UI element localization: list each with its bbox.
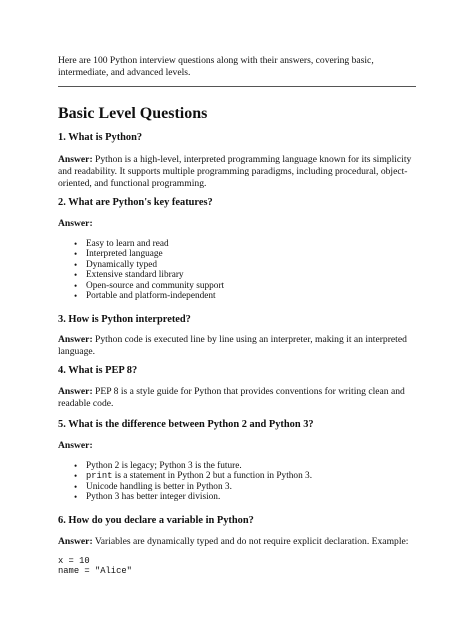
question-1-title: 1. What is Python? <box>58 132 143 143</box>
list-item: • Easy to learn and read <box>74 239 224 249</box>
list-item: • Open-source and community support <box>74 281 224 291</box>
question-4-title: 4. What is PEP 8? <box>58 365 138 376</box>
list-item-text: is a statement in Python 2 but a function in Python 3. <box>114 471 313 482</box>
answer-label: Answer: <box>58 218 93 229</box>
question-3-answer <box>58 334 418 358</box>
question-6-title: 6. How do you declare a variable in Python? <box>58 515 254 526</box>
question-5-answer-label <box>58 440 418 452</box>
question-4-answer <box>58 386 418 410</box>
horizontal-rule <box>58 86 416 87</box>
question-5-title: 5. What is the difference between Python 2 and Python 3? <box>58 419 314 430</box>
list-item: • Dynamically typed <box>74 260 224 270</box>
question-1-answer <box>58 154 418 189</box>
list-item: • Python 2 is legacy; Python 3 is the future. <box>74 461 312 471</box>
answer-label: Answer: <box>58 154 93 165</box>
python-versions-list <box>74 461 312 503</box>
answer-label: Answer: <box>58 440 93 451</box>
list-item: • Unicode handling is better in Python 3. <box>74 482 312 492</box>
answer-label: Answer: <box>58 334 93 345</box>
intro-paragraph: Here are 100 Python interview questions along with their answers, covering basic, intermediate, and advanced levels. <box>58 55 374 78</box>
answer-text: Variables are dynamically typed and do not require explicit declaration. Example: <box>94 536 409 547</box>
question-3-title: 3. How is Python interpreted? <box>58 314 191 325</box>
list-item: • Python 3 has better integer division. <box>74 492 312 502</box>
answer-label: Answer: <box>58 386 93 397</box>
question-2-title: 2. What are Python's key features? <box>58 197 213 208</box>
list-item: • Portable and platform-independent <box>74 291 224 301</box>
list-item <box>74 471 312 481</box>
inline-code: print <box>86 471 113 482</box>
answer-text: Python is a high-level, interpreted programming language known for its simplicity and readability. It supports multiple programming paradigms, including procedural, object-oriented, and functional programming. <box>58 154 412 189</box>
section-title: Basic Level Questions <box>58 105 208 122</box>
features-list <box>74 239 224 301</box>
list-item: • Extensive standard library <box>74 270 224 280</box>
question-6-answer <box>58 536 418 548</box>
answer-text: Python code is executed line by line using an interpreter, making it an interpreted language. <box>58 334 407 357</box>
list-item: • Interpreted language <box>74 249 224 259</box>
answer-text: PEP 8 is a style guide for Python that provides conventions for writing clean and readable code. <box>58 386 405 409</box>
code-example: x = 10 name = "Alice" <box>58 556 132 577</box>
question-2-answer-label <box>58 218 418 230</box>
answer-label: Answer: <box>58 536 93 547</box>
